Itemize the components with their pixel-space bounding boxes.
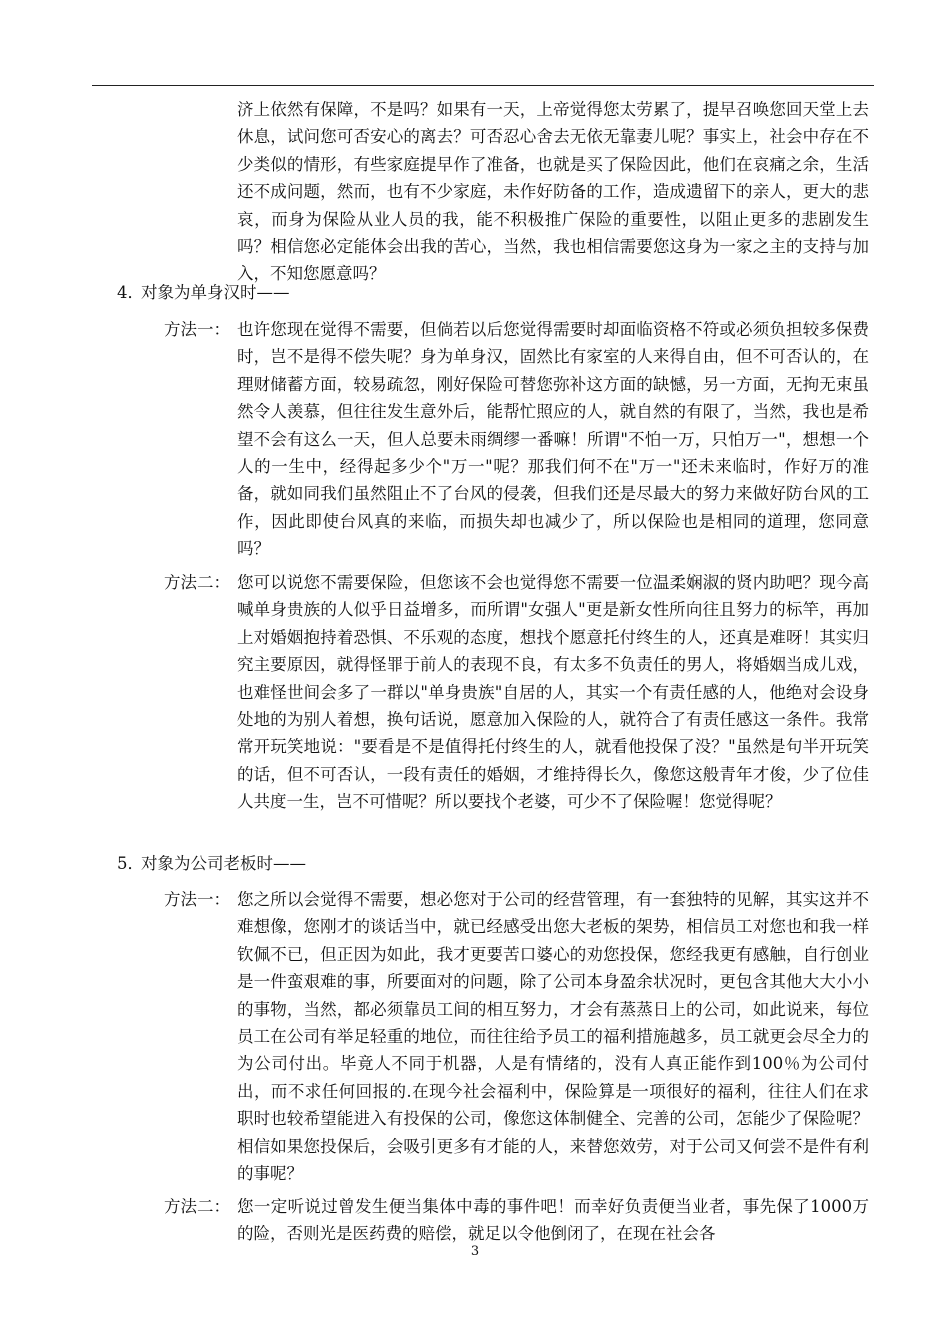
section-4-title: 对象为单身汉时—— xyxy=(141,283,290,302)
method-label: 方法二： xyxy=(164,1197,230,1216)
intro-continuation-paragraph: 济上依然有保障，不是吗？如果有一天，上帝觉得您太劳累了，提早召唤您回天堂上去休息，试问您可否安心的离去？可否忍心舍去无依无靠妻儿呢？事实上，社会中存在不少类似的情形，有些家庭提早作了准备，也就是买了保险因此，他们在哀痛之余，生活还不成问题，然而，也有不少家庭，未作好防备的工作，造成遗留下的亲人，更大的悲哀，而身为保险从业人员的我，能不积极推广保险的重要性，以阻止更多的悲剧发生吗？相信您必定能体会出我的苦心，当然，我也相信需要您这身为一家之主的支持与加入，不知您愿意吗？ xyxy=(237,100,869,284)
page-number: 3 xyxy=(470,1244,480,1259)
method-label: 方法二： xyxy=(164,573,230,592)
section-4-number: 4． xyxy=(117,283,144,302)
header-rule xyxy=(92,85,874,86)
method-text: 您之所以会觉得不需要，想必您对于公司的经营管理，有一套独特的见解，其实这并不难想像，您刚才的谈话当中，就已经感受出您大老板的架势，相信员工对您也和我一样钦佩不已，但正因为如此，我才更要苦口婆心的劝您投保，您经我更有感触，自行创业是一件蛮艰难的事，所要面对的问题，除了公司本身盈余状况时，更包含其他大大小小的事物，当然，都必须靠员工间的相互努力，才会有蒸蒸日上的公司，如此说来，每位员工在公司有举足轻重的地位，而往往给予员工的福利措施越多，员工就更会尽全力的为公司付出。毕竟人不同于机器，人是有情绪的，没有人真正能作到100％为公司付出，而不求任何回报的.在现今社会福利中，保险算是一项很好的福利，往往人们在求职时也较希望能进入有投保的公司，像您这体制健全、完善的公司，怎能少了保险呢？相信如果您投保后，会吸引更多有才能的人，来替您效劳，对于公司又何尝不是件有利的事呢？ xyxy=(237,890,869,1184)
method-text: 您一定听说过曾发生便当集体中毒的事件吧！而幸好负责便当业者，事先保了1000万的险，否则光是医药费的赔偿，就足以令他倒闭了，在现在社会各 xyxy=(237,1197,869,1244)
section-4-heading xyxy=(117,279,290,306)
section-5-title: 对象为公司老板时—— xyxy=(141,854,306,873)
section-5-heading xyxy=(117,850,306,877)
method-text: 也许您现在觉得不需要，但倘若以后您觉得需要时却面临资格不符或必须负担较多保费时，岂不是得不偿失呢？身为单身汉，固然比有家室的人来得自由，但不可否认的，在理财储蓄方面，较易疏忽，刚好保险可替您弥补这方面的缺憾，另一方面，无拘无束虽然令人羡慕，但往往发生意外后，能帮忙照应的人，就自然的有限了，当然，我也是希望不会有这么一天，但人总要未雨绸缪一番嘛！所谓"不怕一万，只怕万一"，想想一个人的一生中，经得起多少个"万一"呢？那我们何不在"万一"还未来临时，作好万的准备，就如同我们虽然阻止不了台风的侵袭，但我们还是尽最大的努力来做好防台风的工作，因此即使台风真的来临，而损失却也减少了，所以保险也是相同的道理，您同意吗？ xyxy=(237,320,869,559)
section-5-number: 5． xyxy=(117,854,144,873)
method-label: 方法一： xyxy=(164,320,230,339)
method-text: 您可以说您不需要保险，但您该不会也觉得您不需要一位温柔娴淑的贤内助吧？现今高喊单身贵族的人似乎日益增多，而所谓"女强人"更是新女性所向往且努力的标竿，再加上对婚姻抱持着恐惧、不乐观的态度，想找个愿意托付终生的人，还真是难呀！其实归究主要原因，就得怪罪于前人的表现不良，有太多不负责任的男人，将婚姻当成儿戏，也难怪世间会多了一群以"单身贵族"自居的人，其实一个有责任感的人，他绝对会设身处地的为别人着想，换句话说，愿意加入保险的人，就符合了有责任感这一条件。我常常开玩笑地说："要看是不是值得托付终生的人，就看他投保了没？"虽然是句半开玩笑的话，但不可否认，一段有责任的婚姻，才维持得长久，像您这般青年才俊，少了位佳人共度一生，岂不可惜呢？所以要找个老婆，可少不了保险喔！您觉得呢？ xyxy=(237,573,869,812)
method-label: 方法一： xyxy=(164,890,230,909)
